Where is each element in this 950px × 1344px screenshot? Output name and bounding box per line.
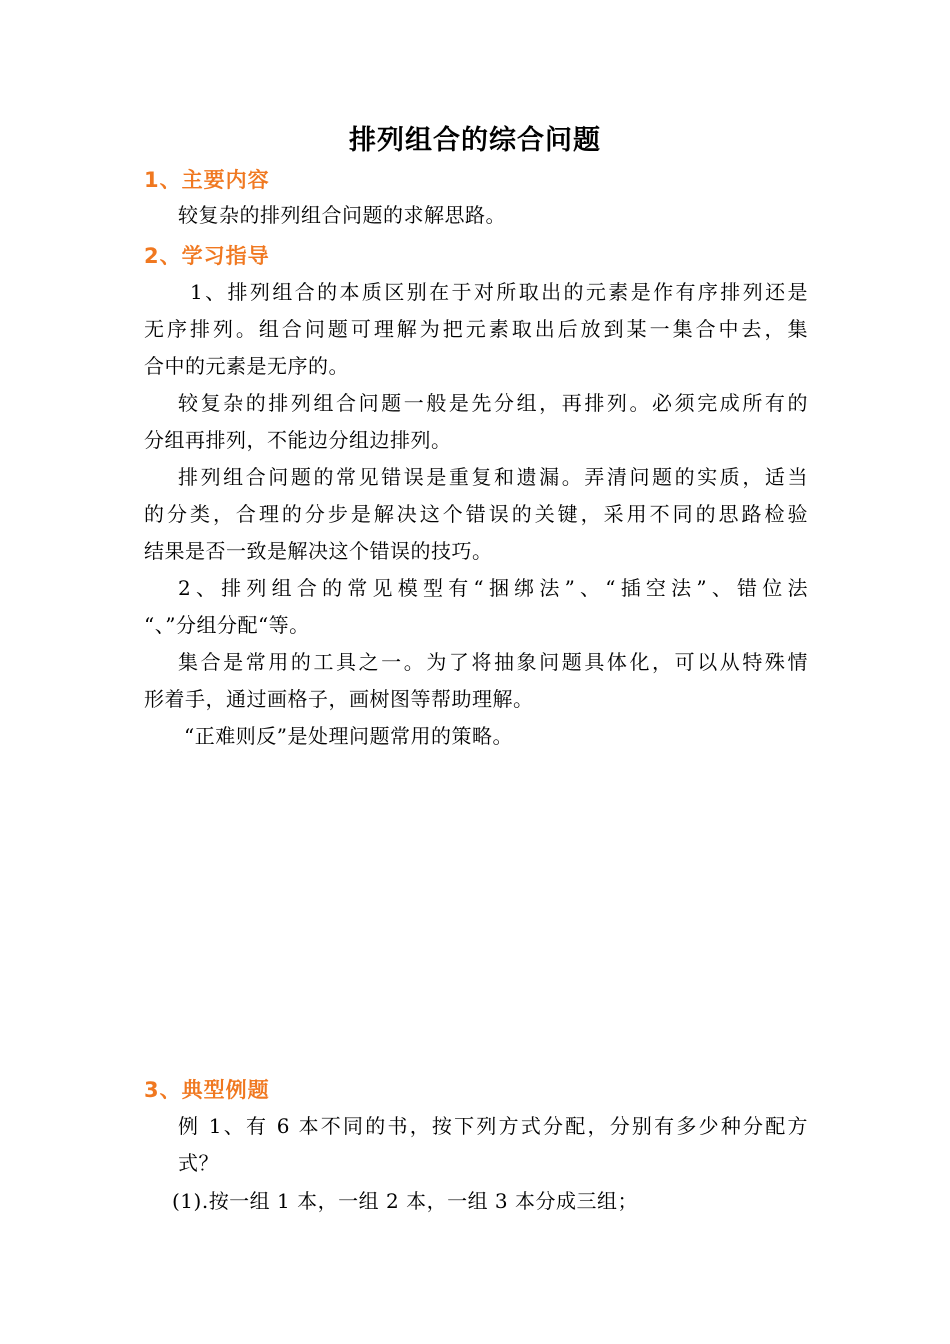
paragraph-guide-1 (144, 274, 808, 385)
text-line: “正难则反”是处理问题常用的策略。 (184, 724, 513, 748)
text-line: 形着手，通过画格子，画树图等帮助理解。 (144, 687, 534, 711)
paragraph-example-1 (178, 1108, 808, 1182)
text-line: (1).按一组 1 本，一组 2 本，一组 3 本分成三组； (172, 1189, 639, 1213)
section-heading-examples: 3、典型例题 (144, 1078, 270, 1102)
paragraph-example-1-item-1 (172, 1183, 808, 1220)
paragraph-guide-2 (144, 385, 808, 459)
text-line: 结果是否一致是解决这个错误的技巧。 (144, 539, 493, 563)
text-line: 2、排列组合的常见模型有“捆绑法”、“插空法”、错位法 (178, 576, 808, 600)
text-line: 较复杂的排列组合问题的求解思路。 (178, 203, 506, 227)
text-line: 合中的元素是无序的。 (144, 354, 349, 378)
text-line: “、”分组分配“等。 (144, 613, 310, 637)
paragraph-guide-4 (144, 570, 808, 644)
paragraph-main-content (144, 197, 808, 234)
paragraph-guide-5 (144, 644, 808, 718)
text-line: 式？ (178, 1151, 219, 1175)
text-line: 分组再排列，不能边分组边排列。 (144, 428, 452, 452)
paragraph-guide-6 (144, 718, 808, 755)
text-line: 例 1、有 6 本不同的书，按下列方式分配，分别有多少种分配方 (178, 1114, 808, 1138)
text-line: 排列组合问题的常见错误是重复和遗漏。弄清问题的实质，适当 (178, 465, 808, 489)
text-line: 1、排列组合的本质区别在于对所取出的元素是作有序排列还是 (190, 280, 808, 304)
text-line: 集合是常用的工具之一。为了将抽象问题具体化，可以从特殊情 (178, 650, 808, 674)
paragraph-guide-3 (144, 459, 808, 570)
text-line: 较复杂的排列组合问题一般是先分组，再排列。必须完成所有的 (178, 391, 808, 415)
page-title: 排列组合的综合问题 (349, 125, 601, 156)
section-heading-main-content: 1、主要内容 (144, 168, 270, 192)
text-line: 无序排列。组合问题可理解为把元素取出后放到某一集合中去，集 (144, 317, 808, 341)
text-line: 的分类，合理的分步是解决这个错误的关键，采用不同的思路检验 (144, 502, 808, 526)
section-heading-study-guide: 2、学习指导 (144, 244, 270, 268)
